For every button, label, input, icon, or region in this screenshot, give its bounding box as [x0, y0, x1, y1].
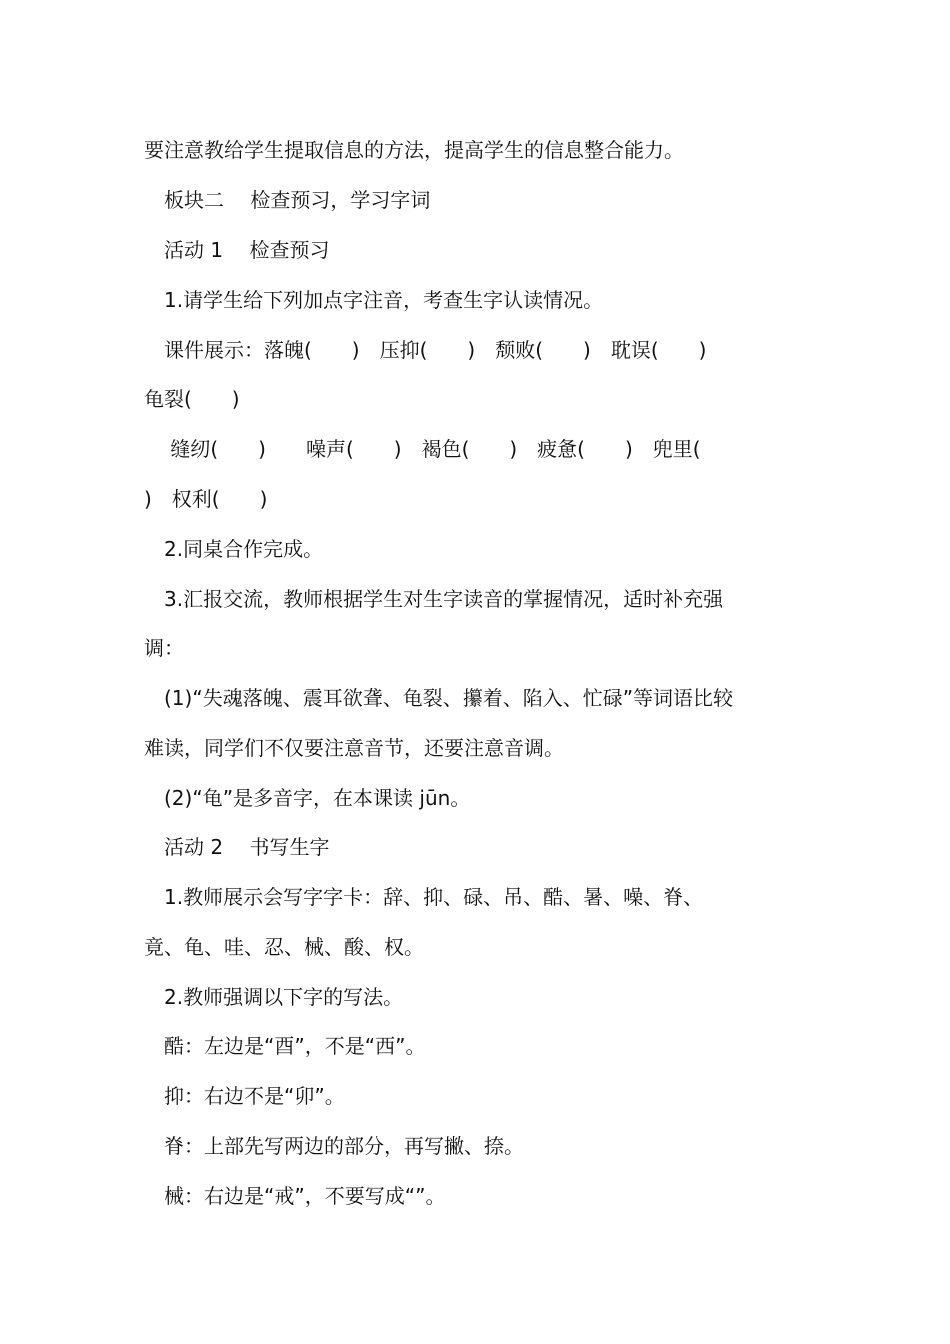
activity-heading: 活动 1 检查预习	[144, 238, 330, 262]
paragraph-line: 酷：左边是“酉”，不是“西”。	[144, 1034, 426, 1058]
section-heading: 板块二 检查预习，学习字词	[144, 188, 431, 212]
paragraph-line: 缝纫( ) 噪声( ) 褐色( ) 疲惫( ) 兜里(	[144, 437, 701, 461]
paragraph-line: (2)“龟”是多音字，在本课读 jūn。	[144, 786, 471, 810]
paragraph-line: 2.教师强调以下字的写法。	[144, 985, 404, 1009]
paragraph-line: (1)“失魂落魄、震耳欲聋、龟裂、攥着、陷入、忙碌”等词语比较	[144, 686, 734, 710]
paragraph-line: 3.汇报交流，教师根据学生对生字读音的掌握情况，适时补充强	[144, 587, 724, 611]
paragraph-line: 要注意教给学生提取信息的方法，提高学生的信息整合能力。	[144, 138, 684, 162]
paragraph-line: 1.教师展示会写字字卡：辞、抑、碌、吊、酷、暑、噪、脊、	[144, 885, 704, 909]
paragraph-line: ) 权利( )	[144, 487, 268, 511]
paragraph-line: 1.请学生给下列加点字注音，考查生字认读情况。	[144, 288, 604, 312]
paragraph-line: 械：右边是“戒”，不要写成“”。	[144, 1184, 446, 1208]
paragraph-line: 脊：上部先写两边的部分，再写撇、捺。	[144, 1134, 524, 1158]
paragraph-line: 课件展示：落魄( ) 压抑( ) 颓败( ) 耽误( )	[144, 338, 707, 362]
paragraph-line: 竟、龟、哇、忍、械、酸、权。	[144, 935, 424, 959]
paragraph-line: 调：	[144, 636, 184, 660]
paragraph-line: 龟裂( )	[144, 387, 240, 411]
paragraph-line: 难读，同学们不仅要注意音节，还要注意音调。	[144, 736, 564, 760]
paragraph-line: 抑：右边不是“卯”。	[144, 1084, 345, 1108]
paragraph-line: 2.同桌合作完成。	[144, 537, 324, 561]
activity-heading: 活动 2 书写生字	[144, 835, 330, 859]
